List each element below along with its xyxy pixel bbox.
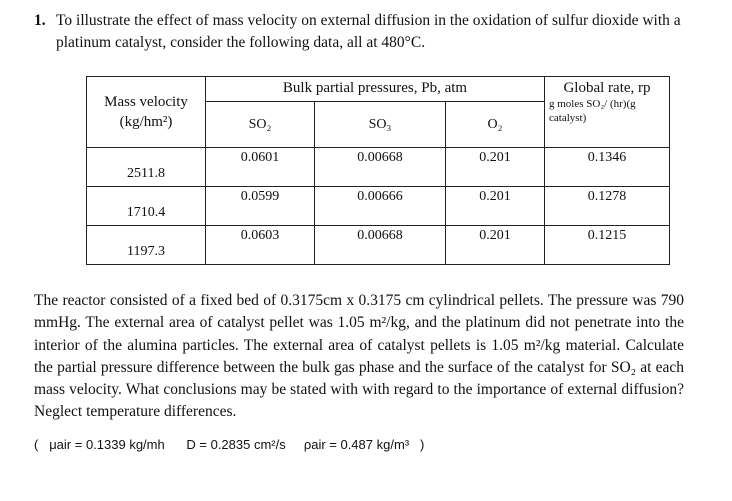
diffusivity: D = 0.2835 cm²/s <box>186 437 286 452</box>
air-viscosity: μair = 0.1339 kg/mh <box>49 437 165 452</box>
so2-value: 0.0599 <box>206 187 315 226</box>
o2-value: 0.201 <box>446 226 545 265</box>
mass-velocity-value: 2511.8 <box>87 148 206 187</box>
o2-value: 0.201 <box>446 148 545 187</box>
open-paren: ( <box>34 437 39 452</box>
global-rate-header-cell <box>545 77 670 148</box>
close-paren: ) <box>419 437 425 452</box>
table-row <box>87 148 670 187</box>
o2-value: 0.201 <box>446 187 545 226</box>
question-text: To illustrate the effect of mass velocity on external diffusion in the oxidation of sulfur dioxide with a platinum catalyst, consider the following data, all at 480°C. <box>56 12 681 51</box>
global-rate-header: Global rate, rp <box>563 80 651 96</box>
bulk-pressures-header: Bulk partial pressures, Pb, atm <box>206 77 545 102</box>
so2-value: 0.0601 <box>206 148 315 187</box>
species-header-so3: SO₃ <box>315 102 446 148</box>
rate-value: 0.1346 <box>545 148 670 187</box>
data-table <box>86 76 670 265</box>
mass-velocity-value: 1197.3 <box>87 226 206 265</box>
rate-value: 0.1278 <box>545 187 670 226</box>
given-constants <box>34 437 424 452</box>
species-header-so2: SO₂ <box>206 102 315 148</box>
so3-value: 0.00668 <box>315 226 446 265</box>
problem-paragraph: The reactor consisted of a fixed bed of 0.3175cm x 0.3175 cm cylindrical pellets. The pressure was 790 mmHg. The external area of catalyst pellet was 1.05 m²/kg, and the platinum did not penetrate into the interior of the alumina particles. The external area of catalyst pellets is 1.05 m²/kg material. Calculate the partial pressure difference between the bulk gas phase and the surface of the catalyst for SO₂ at each mass velocity. What conclusions may be stated with with regard to the importance of external diffusion? Neglect temperature differences. <box>34 292 684 421</box>
mass-velocity-unit: (kg/hm²) <box>119 114 173 130</box>
mass-velocity-header: Mass velocity <box>104 94 188 110</box>
question-number: 1. <box>34 12 46 29</box>
so2-value: 0.0603 <box>206 226 315 265</box>
rate-value: 0.1215 <box>545 226 670 265</box>
table-row <box>87 226 670 265</box>
mass-velocity-header-cell <box>87 77 206 148</box>
species-header-o2: O₂ <box>446 102 545 148</box>
air-density: ρair = 0.487 kg/m³ <box>303 437 410 452</box>
so3-value: 0.00668 <box>315 148 446 187</box>
global-rate-unit: g moles SO₂/ (hr)(g catalyst) <box>549 98 636 124</box>
so3-value: 0.00666 <box>315 187 446 226</box>
mass-velocity-value: 1710.4 <box>87 187 206 226</box>
table-row <box>87 187 670 226</box>
